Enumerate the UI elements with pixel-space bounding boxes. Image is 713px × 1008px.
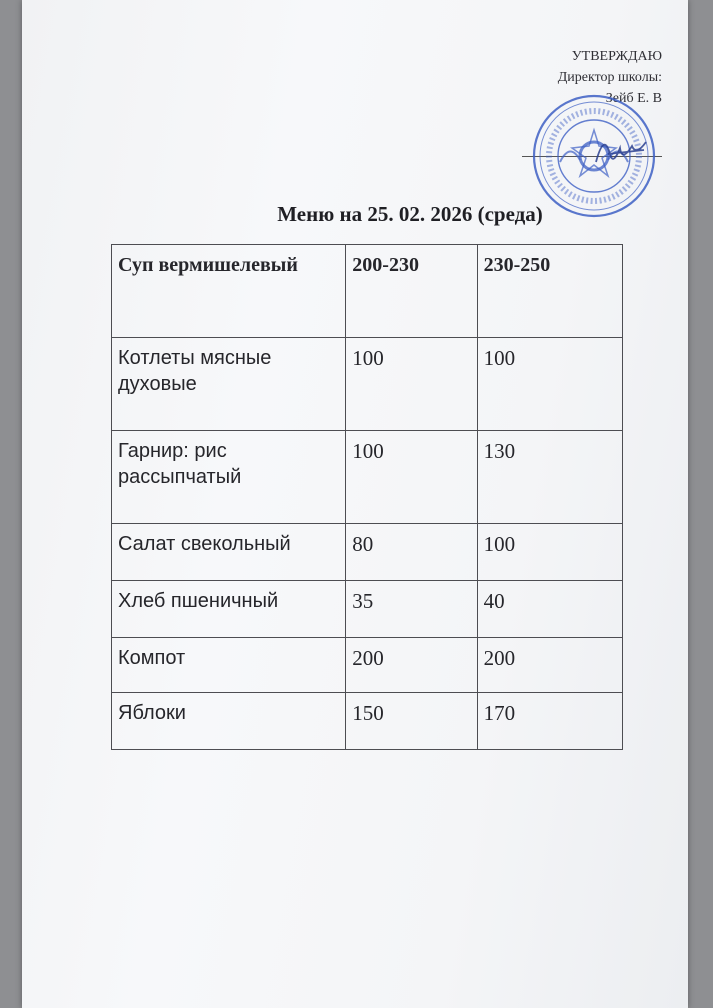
portion-large: 100 <box>477 524 622 581</box>
portion-small: 100 <box>346 338 477 431</box>
portion-large: 130 <box>477 431 622 524</box>
director-position: Директор школы: <box>557 70 662 85</box>
portion-small: 200-230 <box>346 245 477 338</box>
dish-name: Салат свекольный <box>112 524 346 581</box>
table-row <box>112 638 623 693</box>
menu-title: Меню на 25. 02. 2026 (среда) <box>277 202 543 226</box>
portion-large: 200 <box>477 638 622 693</box>
table-row <box>112 524 623 581</box>
table-row <box>112 693 623 750</box>
approve-label: УТВЕРЖДАЮ <box>571 49 662 64</box>
portion-small: 200 <box>346 638 477 693</box>
dish-name: Гарнир: рис рассыпчатый <box>112 431 346 524</box>
dish-name: Суп вермишелевый <box>112 245 346 338</box>
table-row <box>112 245 623 338</box>
menu-table <box>111 244 623 750</box>
paper-sheet <box>22 0 688 1008</box>
table-row <box>112 338 623 431</box>
dish-name: Котлеты мясные духовые <box>112 338 346 431</box>
portion-large: 40 <box>477 581 622 638</box>
portion-small: 100 <box>346 431 477 524</box>
portion-large: 100 <box>477 338 622 431</box>
table-row <box>112 581 623 638</box>
dish-name: Хлеб пшеничный <box>112 581 346 638</box>
portion-small: 35 <box>346 581 477 638</box>
director-name: Зейб Е. В <box>605 91 662 106</box>
table-row <box>112 431 623 524</box>
portion-large: 230-250 <box>477 245 622 338</box>
dish-name: Яблоки <box>112 693 346 750</box>
school-seal-icon <box>530 92 658 220</box>
dish-name: Компот <box>112 638 346 693</box>
portion-small: 80 <box>346 524 477 581</box>
portion-large: 170 <box>477 693 622 750</box>
portion-small: 150 <box>346 693 477 750</box>
